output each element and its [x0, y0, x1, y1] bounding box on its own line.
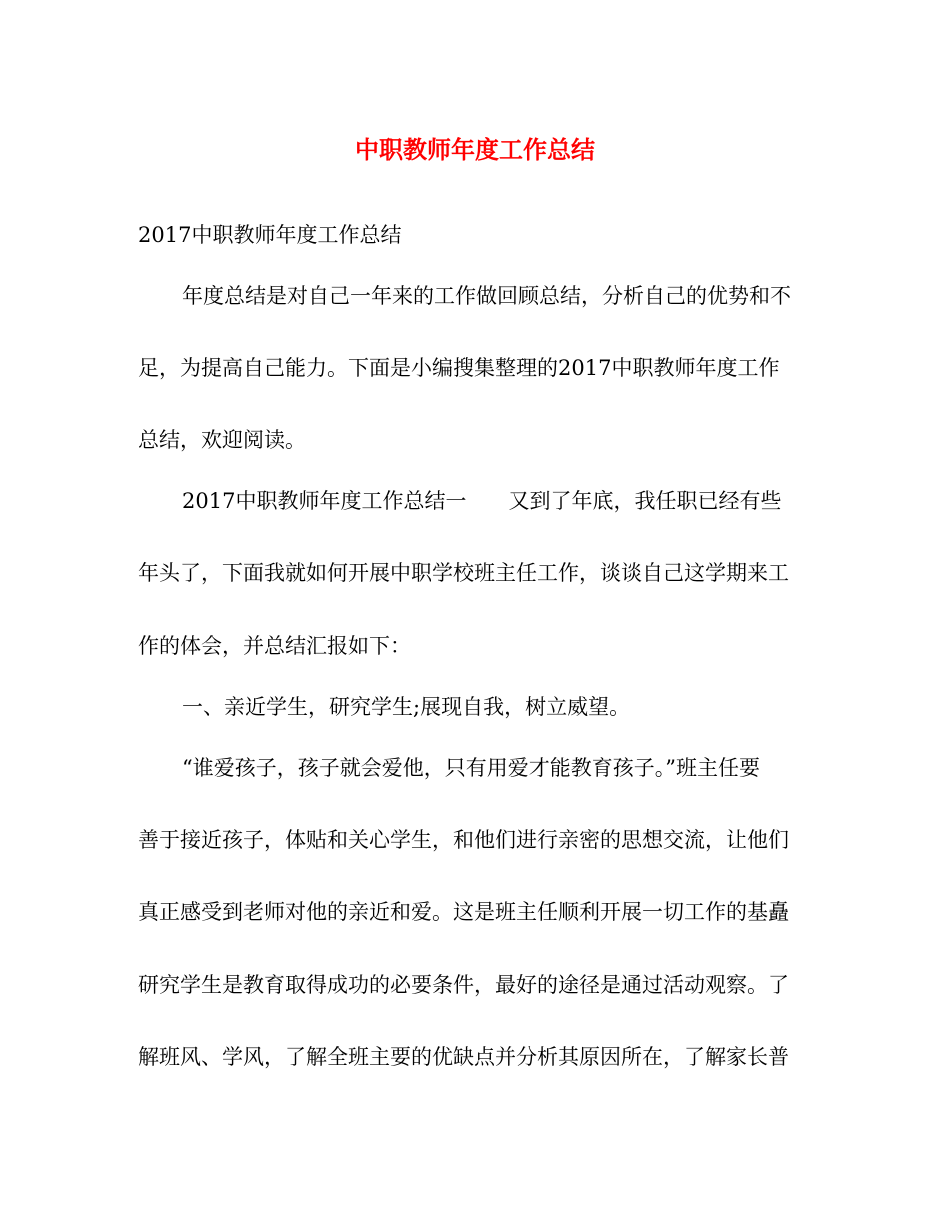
paragraph-line: 足，为提高自己能力。下面是小编搜集整理的2017中职教师年度工作 [138, 356, 780, 380]
paragraph-line: 解班风、学风，了解全班主要的优缺点并分析其原因所在，了解家长普 [138, 1045, 789, 1069]
paragraph-line: 真正感受到老师对他的亲近和爱。这是班主任顺利开展一切工作的基矗 [138, 900, 789, 924]
paragraph-line: 2017中职教师年度工作总结一 又到了年底，我任职已经有些 [182, 489, 782, 513]
paragraph-line: 总结，欢迎阅读。 [138, 428, 306, 452]
paragraph-line: 善于接近孩子，体贴和关心学生，和他们进行亲密的思想交流，让他们 [138, 828, 789, 852]
paragraph-line: 研究学生是教育取得成功的必要条件，最好的途径是通过活动观察。了 [138, 973, 789, 997]
section-heading: 一、亲近学生，研究学生;展现自我，树立威望。 [182, 695, 631, 719]
paragraph-line: 年度总结是对自己一年来的工作做回顾总结，分析自己的优势和不 [182, 284, 791, 308]
paragraph-line: “谁爱孩子，孩子就会爱他，只有用爱才能教育孩子。”班主任要 [182, 756, 760, 780]
page-title: 中职教师年度工作总结 [355, 135, 595, 164]
document-subtitle: 2017中职教师年度工作总结 [138, 223, 402, 247]
paragraph-line: 作的体会，并总结汇报如下： [138, 634, 411, 658]
paragraph-line: 年头了，下面我就如何开展中职学校班主任工作，谈谈自己这学期来工 [138, 561, 789, 585]
